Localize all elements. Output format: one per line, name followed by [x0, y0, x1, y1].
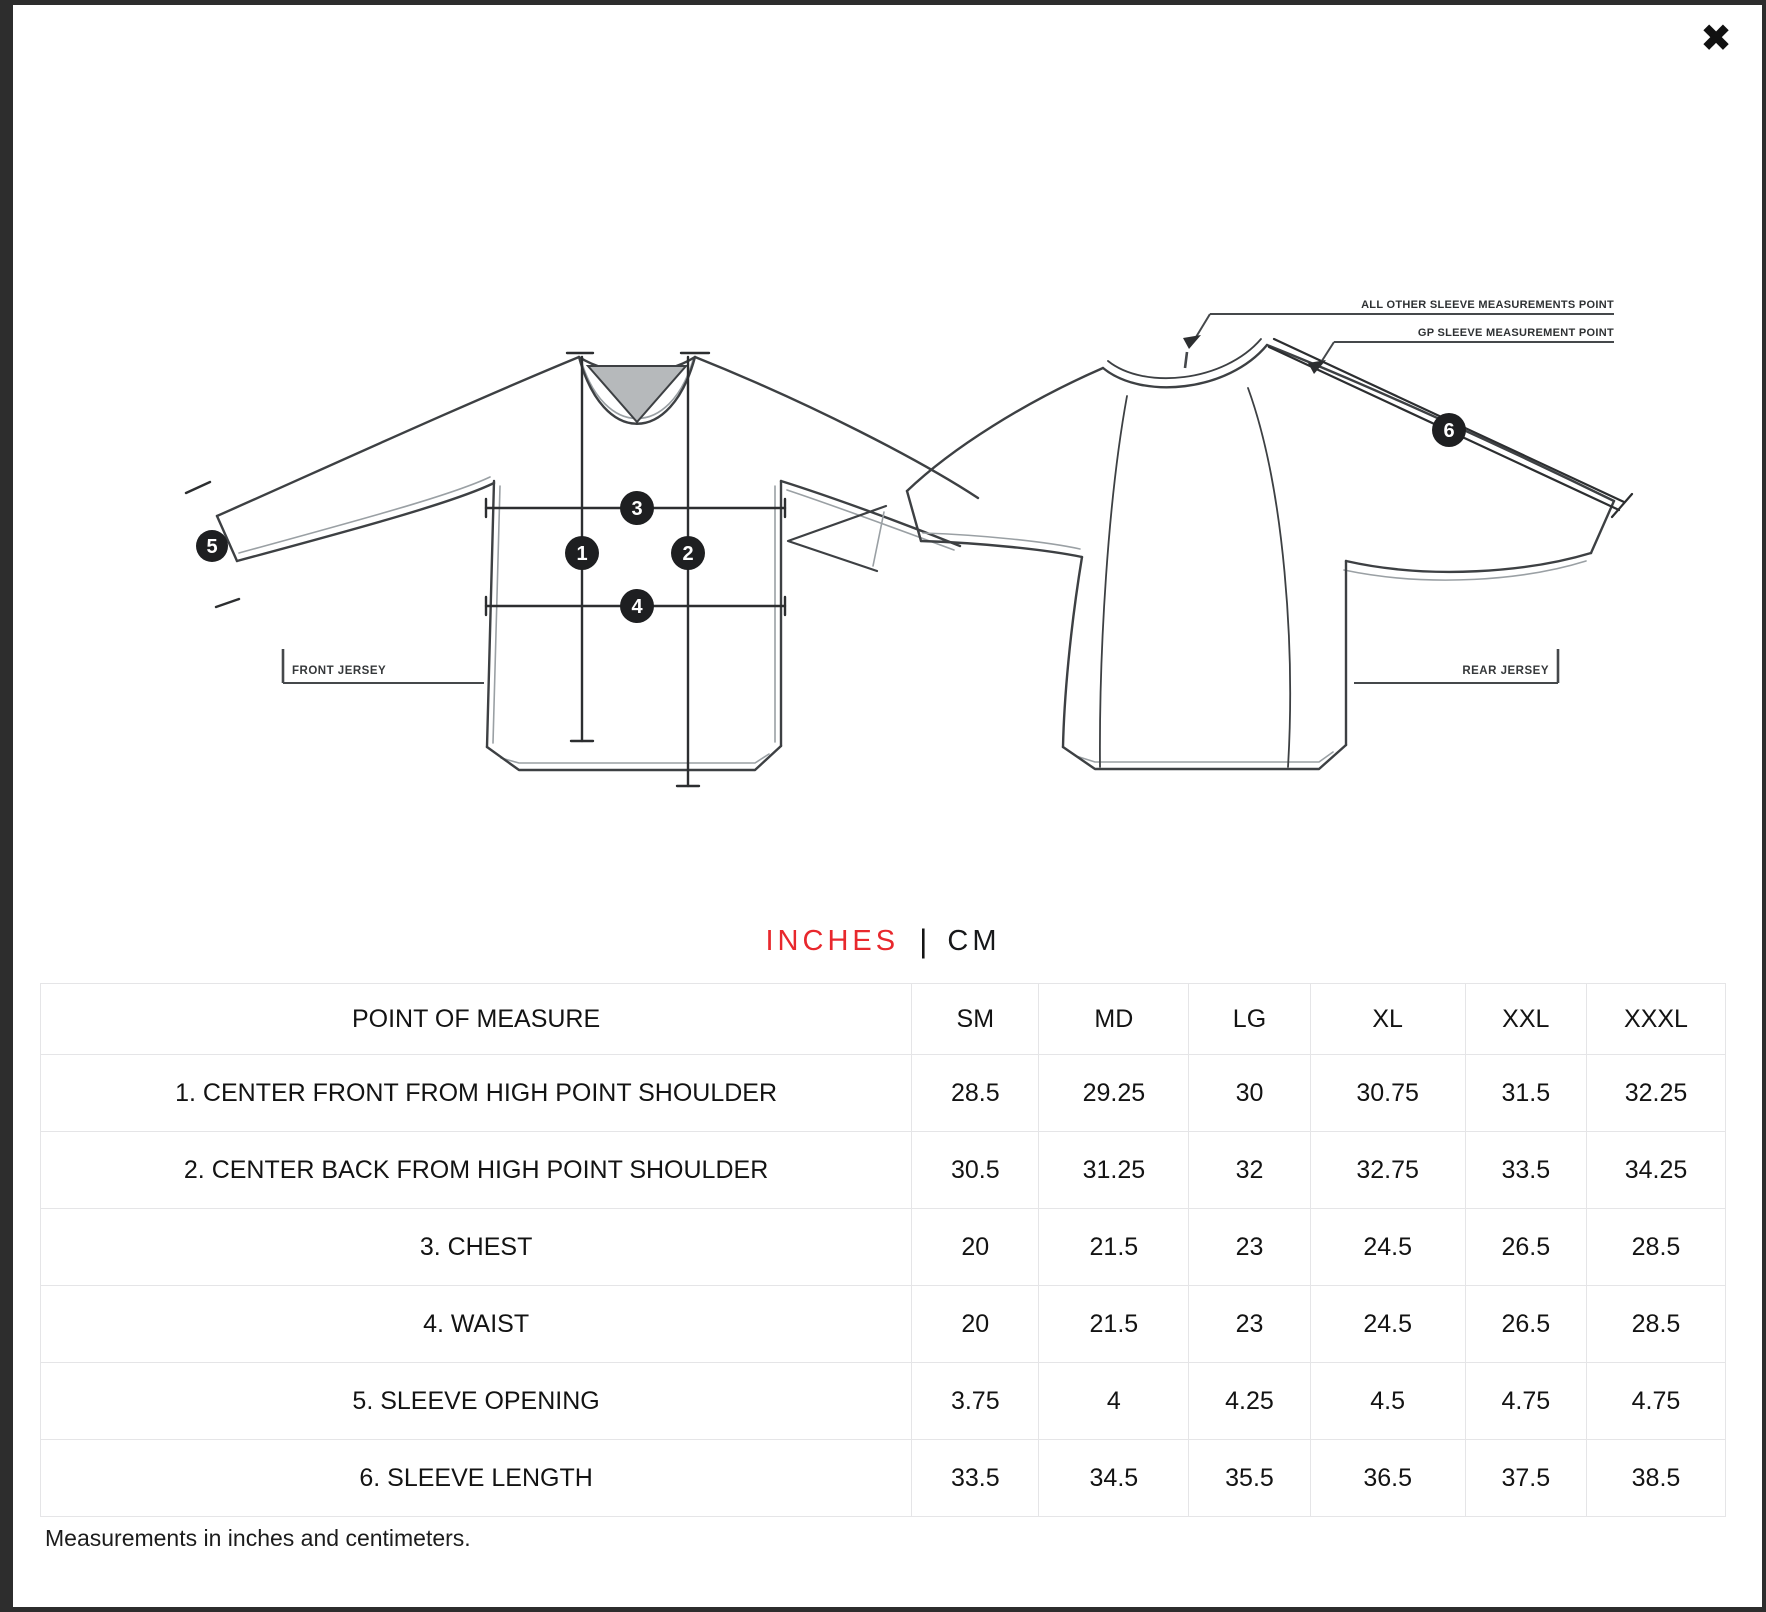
front-jersey-outline [217, 357, 978, 770]
marker-1: 1 [576, 543, 588, 565]
table-row [41, 1055, 1726, 1132]
measure-label: 1. CENTER FRONT FROM HIGH POINT SHOULDER [41, 1055, 912, 1132]
unit-inches[interactable]: INCHES [765, 925, 900, 957]
close-icon: ✖ [1700, 16, 1732, 60]
unit-separator: | [919, 923, 928, 959]
callout-lines [1185, 314, 1614, 368]
measure-value: 21.5 [1039, 1209, 1189, 1286]
col-header-md: MD [1039, 984, 1189, 1055]
measure-value: 21.5 [1039, 1286, 1189, 1363]
measure-value: 38.5 [1586, 1440, 1725, 1517]
callout-all-other-sleeve: ALL OTHER SLEEVE MEASUREMENTS POINT [1361, 299, 1614, 311]
measurements-footnote: Measurements in inches and centimeters. [45, 1525, 471, 1551]
measure-value: 4.75 [1586, 1363, 1725, 1440]
measure-value: 28.5 [912, 1055, 1039, 1132]
measure-value: 4 [1039, 1363, 1189, 1440]
measure-value: 32.75 [1310, 1132, 1465, 1209]
callout-arrowhead-1 [1183, 335, 1201, 349]
table-row [41, 1440, 1726, 1517]
table-row [41, 1209, 1726, 1286]
size-chart-modal [13, 5, 1762, 1607]
marker-3: 3 [631, 498, 643, 520]
marker-6: 6 [1443, 420, 1455, 442]
unit-cm[interactable]: CM [947, 925, 1001, 957]
measure-value: 35.5 [1189, 1440, 1310, 1517]
measure-label: 6. SLEEVE LENGTH [41, 1440, 912, 1517]
measure-value: 31.5 [1465, 1055, 1586, 1132]
close-button[interactable] [1700, 16, 1732, 60]
measure-value: 20 [912, 1209, 1039, 1286]
front-jersey-label: FRONT JERSEY [292, 665, 387, 677]
marker-5: 5 [206, 536, 218, 558]
table-row [41, 1363, 1726, 1440]
measure-label: 4. WAIST [41, 1286, 912, 1363]
measure-value: 30.75 [1310, 1055, 1465, 1132]
marker-2: 2 [682, 543, 694, 565]
measure-value: 20 [912, 1286, 1039, 1363]
col-header-xl: XL [1310, 984, 1465, 1055]
rear-jersey-inner-lines [923, 533, 1586, 762]
table-row [41, 1286, 1726, 1363]
unit-toggle [40, 923, 1726, 960]
measure-value: 23 [1189, 1286, 1310, 1363]
measure-label: 2. CENTER BACK FROM HIGH POINT SHOULDER [41, 1132, 912, 1209]
front-measurement-lines [186, 353, 785, 786]
rear-jersey-label: REAR JERSEY [1462, 665, 1549, 677]
measure-value: 4.25 [1189, 1363, 1310, 1440]
measure-label: 5. SLEEVE OPENING [41, 1363, 912, 1440]
collar-shading [588, 366, 686, 422]
measure-value: 28.5 [1586, 1209, 1725, 1286]
front-right-cuff-fragment [788, 506, 886, 571]
measure-value: 36.5 [1310, 1440, 1465, 1517]
rear-jersey-outline [907, 339, 1614, 769]
measure-value: 3.75 [912, 1363, 1039, 1440]
measure-value: 37.5 [1465, 1440, 1586, 1517]
col-header-sm: SM [912, 984, 1039, 1055]
measure-value: 32.25 [1586, 1055, 1725, 1132]
callout-gp-sleeve: GP SLEEVE MEASUREMENT POINT [1417, 327, 1614, 339]
measurement-markers [196, 413, 1466, 623]
table-row [41, 1132, 1726, 1209]
measure-value: 30.5 [912, 1132, 1039, 1209]
measure-value: 28.5 [1586, 1286, 1725, 1363]
measure-value: 23 [1189, 1209, 1310, 1286]
col-header-lg: LG [1189, 984, 1310, 1055]
measure-value: 33.5 [912, 1440, 1039, 1517]
measure-value: 34.5 [1039, 1440, 1189, 1517]
measure-value: 34.25 [1586, 1132, 1725, 1209]
measure-value: 24.5 [1310, 1209, 1465, 1286]
measure-value: 31.25 [1039, 1132, 1189, 1209]
col-header-xxxl: XXXL [1586, 984, 1725, 1055]
measure-value: 4.75 [1465, 1363, 1586, 1440]
table-header-row [41, 984, 1726, 1055]
measure-value: 32 [1189, 1132, 1310, 1209]
size-table [40, 983, 1726, 1517]
col-header-xxl: XXL [1465, 984, 1586, 1055]
measure-value: 26.5 [1465, 1209, 1586, 1286]
jersey-measurement-diagram [120, 250, 1680, 810]
measure-value: 30 [1189, 1055, 1310, 1132]
measure-value: 4.5 [1310, 1363, 1465, 1440]
measure-value: 26.5 [1465, 1286, 1586, 1363]
marker-4: 4 [631, 596, 643, 618]
col-header-point-of-measure: POINT OF MEASURE [41, 984, 912, 1055]
measure-value: 24.5 [1310, 1286, 1465, 1363]
measure-value: 29.25 [1039, 1055, 1189, 1132]
measure-value: 33.5 [1465, 1132, 1586, 1209]
measure-label: 3. CHEST [41, 1209, 912, 1286]
